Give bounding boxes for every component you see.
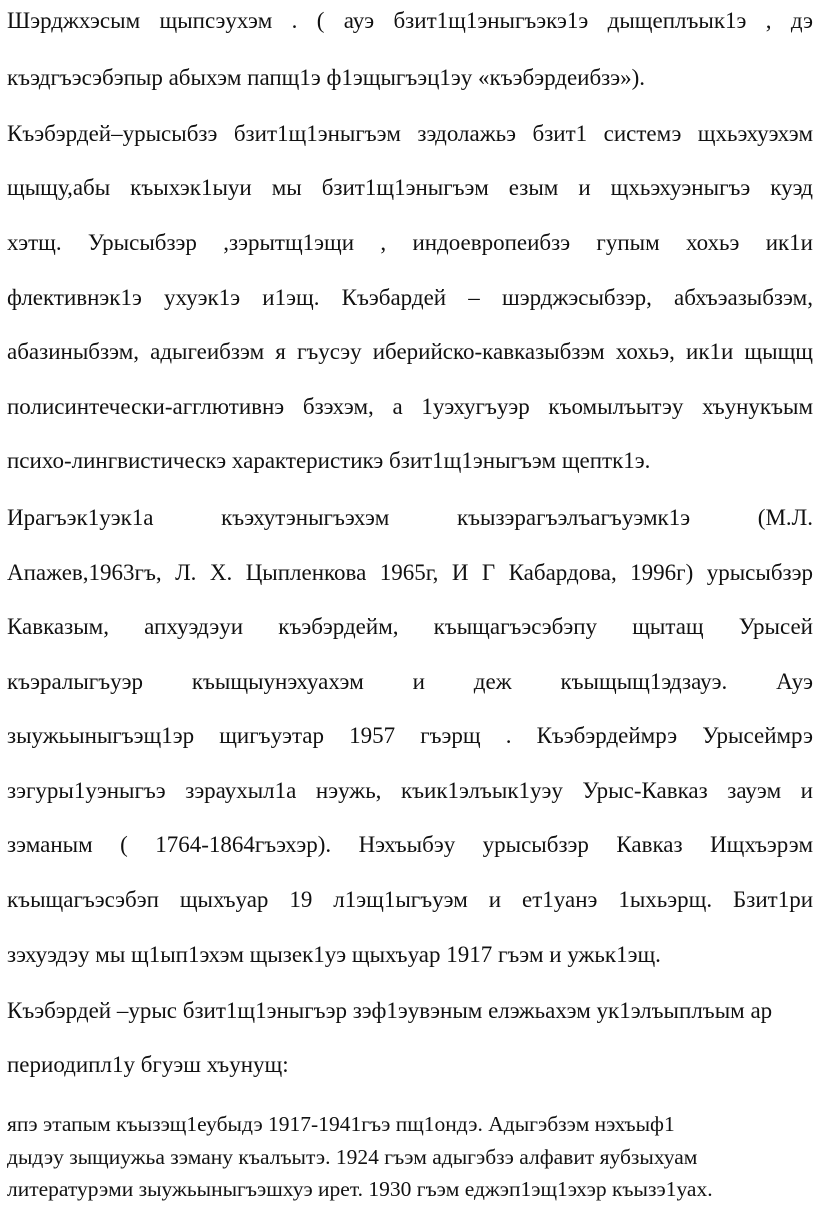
text-line: хэтщ. Урысыбзэр ,зэрытщ1эщи , индоевропеибзэ гупым хохьэ ик1и bbox=[7, 230, 813, 255]
text-line: Къэбэрдей–урысыбзэ бзит1щ1эныгъэм зэдолажьэ бзит1 системэ щхьэхуэхэм bbox=[7, 121, 813, 146]
text-line: зэманым ( 1764-1864гъэхэр). Нэхъыбэу урысыбзэр Кавказ Ищхъэрэм bbox=[7, 832, 813, 857]
text-line: япэ этапым къызэщ1еубыдэ 1917-1941гъэ пщ1ондэ. Адыгэбзэм нэхъыф1 bbox=[7, 1112, 675, 1136]
text-line: Кавказым, апхуэдэуи къэбэрдейм, къыщагъэсэбэпу щытащ Урысей bbox=[7, 614, 813, 639]
text-line: къэдгъэсэбэпыр абыхэм папщ1э ф1эщыгъэц1эу «къэбэрдеибзэ»). bbox=[7, 65, 646, 90]
text-line: дыдэу зыщиужьа зэману къалъытэ. 1924 гъэм адыгэбзэ алфавит яубзыхуам bbox=[7, 1145, 698, 1169]
text-line: къыщагъэсэбэп щыхъуар 19 л1эщ1ыгъуэм и ет1уанэ 1ыхьэрщ. Бзит1ри bbox=[7, 887, 813, 912]
text-line: зыужьыныгъэщ1эр щигъуэтар 1957 гъэрщ . Къэбэрдеймрэ Урысеймрэ bbox=[7, 723, 813, 748]
text-line: Къэбэрдей –урыс бзит1щ1эныгъэр зэф1эувэным елэжьахэм ук1элъыплъым ар bbox=[7, 998, 773, 1023]
text-line: абазиныбзэм, адыгеибзэм я гъусэу иберийско-кавказыбзэм хохьэ, ик1и щыщщ bbox=[7, 339, 813, 364]
text-line: зэхуэдэу мы щ1ып1эхэм щызек1уэ щыхъуар 1917 гъэм и ужьк1эщ. bbox=[7, 942, 661, 967]
text-line: полисинтечески-агглютивнэ бзэхэм, а 1уэхугъуэр къомылъытэу хъунукъым bbox=[7, 394, 813, 419]
text-line: Апажев,1963гъ, Л. Х. Цыпленкова 1965г, И Г Кабардова, 1996г) урысыбзэр bbox=[7, 560, 813, 585]
text-line: психо-лингвистическэ характеристикэ бзит1щ1эныгъэм щептк1э. bbox=[7, 448, 651, 473]
text-line: флективнэк1э ухуэк1э и1эщ. Къэбардей – шэрджэсыбзэр, абхъэазыбзэм, bbox=[7, 285, 813, 310]
text-line: зэгуры1уэныгъэ зэраухыл1а нэужь, къик1элъык1уэу Урыс-Кавказ зауэм и bbox=[7, 778, 813, 803]
text-line: Шэрджхэсым щыпсэухэм . ( ауэ бзит1щ1эныгъэкэ1э дыщеплъык1э , дэ bbox=[7, 8, 813, 33]
text-line: щыщу,абы къыхэк1ыуи мы бзит1щ1эныгъэм езым и щхьэхуэныгъэ куэд bbox=[7, 175, 813, 200]
text-line: къэралыгъуэр къыщыунэхуахэм и деж къыщыщ1эдзауэ. Ауэ bbox=[7, 669, 813, 694]
text-line: литературэми зыужьыныгъэшхуэ ирет. 1930 гъэм еджэп1эщ1эхэр къызэ1уах. bbox=[7, 1177, 713, 1201]
text-line: периодипл1у бгуэш хъунущ: bbox=[7, 1052, 289, 1077]
text-line: Ирагъэк1уэк1а къэхутэныгъэхэм къызэрагъэлъагъуэмк1э (М.Л. bbox=[7, 505, 813, 530]
